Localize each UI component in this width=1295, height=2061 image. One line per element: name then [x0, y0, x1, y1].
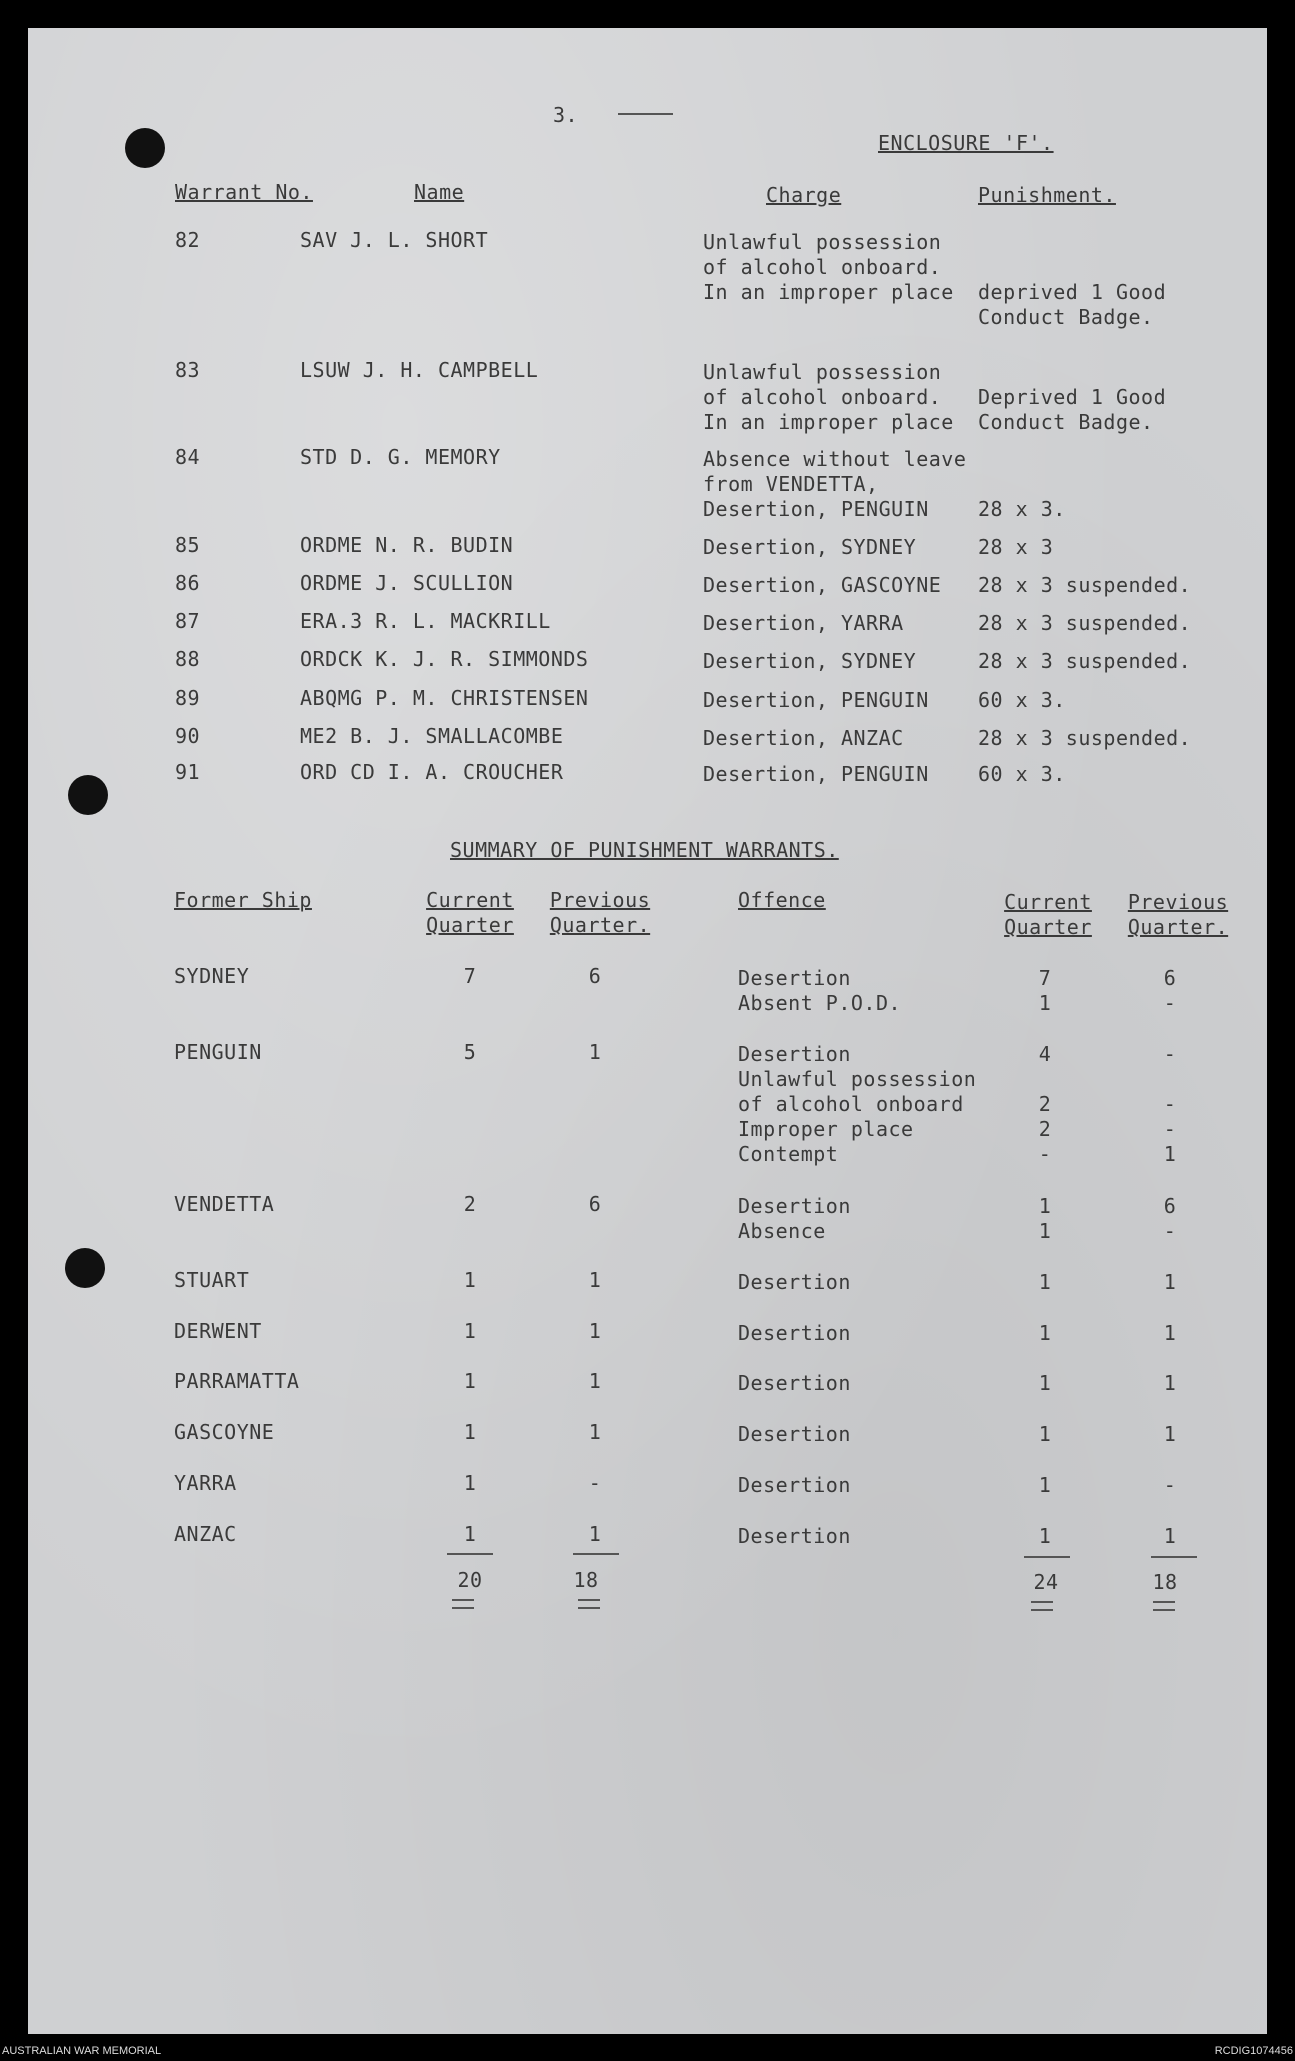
page-number-dash [618, 113, 673, 115]
summary-offence-current: 2 [1038, 1117, 1052, 1141]
summary-ship: VENDETTA [174, 1192, 275, 1216]
total-offence-current: 24 [1033, 1570, 1059, 1594]
total-previous: 18 [573, 1568, 599, 1592]
warrant-punishment: deprived 1 Good [978, 280, 1167, 304]
punch-hole [65, 1248, 105, 1288]
header-name: Name [414, 180, 465, 204]
warrant-charge: of alcohol onboard. [703, 385, 942, 409]
summary-offence: Desertion [738, 1422, 851, 1446]
warrant-name: ORDME J. SCULLION [300, 571, 514, 595]
warrant-number: 85 [175, 533, 201, 557]
total-double-rule [1031, 1601, 1053, 1611]
summary-ship: DERWENT [174, 1319, 262, 1343]
summary-offence-previous: - [1163, 1473, 1177, 1497]
warrant-number: 89 [175, 686, 201, 710]
summary-ship: SYDNEY [174, 964, 250, 988]
summary-current: 2 [463, 1192, 477, 1216]
summary-offence-current: 2 [1038, 1092, 1052, 1116]
summary-current: 5 [463, 1040, 477, 1064]
total-rule [573, 1553, 619, 1555]
total-double-rule [578, 1599, 600, 1609]
summary-offence-previous: 6 [1163, 966, 1177, 990]
summary-offence-current: 1 [1038, 1422, 1052, 1446]
summary-offence-previous: 1 [1163, 1321, 1177, 1345]
total-rule [1024, 1556, 1070, 1558]
summary-previous: 1 [588, 1319, 602, 1343]
warrant-name: ORDME N. R. BUDIN [300, 533, 514, 557]
warrant-punishment: 28 x 3 suspended. [978, 649, 1192, 673]
summary-offence: Desertion [738, 1042, 851, 1066]
summary-offence: Contempt [738, 1142, 839, 1166]
summary-offence: Absent P.O.D. [738, 991, 902, 1015]
summary-offence-previous: - [1163, 1219, 1177, 1243]
warrant-charge: Unlawful possession [703, 230, 942, 254]
warrant-number: 82 [175, 228, 201, 252]
summary-previous: 1 [588, 1040, 602, 1064]
enclosure-heading: ENCLOSURE 'F'. [878, 131, 1054, 155]
warrant-number: 84 [175, 445, 201, 469]
summary-current: 7 [463, 964, 477, 988]
summary-offence: Desertion [738, 1371, 851, 1395]
total-double-rule [1153, 1601, 1175, 1611]
warrant-number: 87 [175, 609, 201, 633]
summary-current: 1 [463, 1471, 477, 1495]
summary-offence-previous: 1 [1163, 1142, 1177, 1166]
footer-left: AUSTRALIAN WAR MEMORIAL [2, 2045, 162, 2057]
summary-header-previous-2: Quarter. [549, 913, 651, 937]
warrant-name: ORD CD I. A. CROUCHER [300, 760, 564, 784]
summary-offence-previous: 1 [1163, 1371, 1177, 1395]
warrant-number: 91 [175, 760, 201, 784]
summary-previous: 1 [588, 1420, 602, 1444]
warrant-charge: Desertion, PENGUIN [703, 762, 929, 786]
summary-offence-previous: - [1163, 1092, 1177, 1116]
summary-offence: Desertion [738, 1321, 851, 1345]
warrant-punishment: 60 x 3. [978, 762, 1066, 786]
summary-offence: Desertion [738, 1194, 851, 1218]
header-punishment: Punishment. [978, 183, 1116, 207]
warrant-punishment: Conduct Badge. [978, 305, 1154, 329]
warrant-charge: Desertion, PENGUIN [703, 688, 929, 712]
summary-ship: STUART [174, 1268, 250, 1292]
total-offence-previous: 18 [1152, 1570, 1178, 1594]
summary-offence-current: 1 [1038, 1473, 1052, 1497]
summary-offence: Desertion [738, 966, 851, 990]
summary-offence-previous: 1 [1163, 1422, 1177, 1446]
summary-previous: 1 [588, 1268, 602, 1292]
warrant-punishment: Deprived 1 Good [978, 385, 1167, 409]
summary-offence-previous: - [1163, 1042, 1177, 1066]
summary-header-ship: Former Ship [174, 888, 312, 912]
summary-offence-current: - [1038, 1142, 1052, 1166]
footer-right: RCDIG1074456 [1214, 2045, 1293, 2057]
summary-header-offence-current-2: Quarter [1004, 915, 1092, 939]
summary-offence-previous: 6 [1163, 1194, 1177, 1218]
summary-previous: 6 [588, 1192, 602, 1216]
summary-offence-current: 1 [1038, 1194, 1052, 1218]
warrant-name: LSUW J. H. CAMPBELL [300, 358, 539, 382]
summary-previous: 1 [588, 1522, 602, 1546]
summary-current: 1 [463, 1319, 477, 1343]
summary-header-current: Current [426, 888, 514, 912]
warrant-name: SAV J. L. SHORT [300, 228, 489, 252]
summary-title: SUMMARY OF PUNISHMENT WARRANTS. [450, 838, 839, 862]
summary-offence-current: 4 [1038, 1042, 1052, 1066]
summary-current: 1 [463, 1369, 477, 1393]
total-rule [447, 1553, 493, 1555]
warrant-punishment: 28 x 3 suspended. [978, 573, 1192, 597]
warrant-name: ORDCK K. J. R. SIMMONDS [300, 647, 589, 671]
page-number: 3. [553, 103, 579, 127]
warrant-charge: Desertion, SYDNEY [703, 649, 917, 673]
warrant-charge: In an improper place [703, 410, 954, 434]
header-warrant-no: Warrant No. [175, 180, 313, 204]
summary-current: 1 [463, 1268, 477, 1292]
summary-offence-current: 1 [1038, 1219, 1052, 1243]
summary-offence-previous: 1 [1163, 1524, 1177, 1548]
summary-offence: Desertion [738, 1270, 851, 1294]
summary-offence-previous: - [1163, 1117, 1177, 1141]
warrant-number: 90 [175, 724, 201, 748]
warrant-punishment: 60 x 3. [978, 688, 1066, 712]
punch-hole [125, 128, 165, 168]
total-rule [1151, 1556, 1197, 1558]
summary-offence: Desertion [738, 1473, 851, 1497]
summary-header-offence-previous-2: Quarter. [1127, 915, 1229, 939]
warrant-number: 83 [175, 358, 201, 382]
summary-header-previous: Previous [549, 888, 651, 912]
summary-offence: of alcohol onboard [738, 1092, 964, 1116]
warrant-charge: Desertion, GASCOYNE [703, 573, 942, 597]
warrant-number: 88 [175, 647, 201, 671]
warrant-name: ME2 B. J. SMALLACOMBE [300, 724, 564, 748]
summary-ship: PARRAMATTA [174, 1369, 300, 1393]
summary-previous: 1 [588, 1369, 602, 1393]
summary-previous: 6 [588, 964, 602, 988]
warrant-name: ABQMG P. M. CHRISTENSEN [300, 686, 589, 710]
warrant-charge: Desertion, ANZAC [703, 726, 904, 750]
summary-current: 1 [463, 1522, 477, 1546]
summary-header-current-2: Quarter [426, 913, 514, 937]
summary-offence-current: 1 [1038, 991, 1052, 1015]
warrant-charge: In an improper place [703, 280, 954, 304]
summary-offence-current: 1 [1038, 1270, 1052, 1294]
summary-offence: Improper place [738, 1117, 914, 1141]
warrant-punishment: 28 x 3 suspended. [978, 611, 1192, 635]
warrant-charge: of alcohol onboard. [703, 255, 942, 279]
summary-offence: Desertion [738, 1524, 851, 1548]
summary-previous: - [588, 1471, 602, 1495]
summary-offence-previous: - [1163, 991, 1177, 1015]
summary-offence-current: 1 [1038, 1321, 1052, 1345]
summary-offence-current: 1 [1038, 1524, 1052, 1548]
summary-ship: PENGUIN [174, 1040, 262, 1064]
summary-header-offence-current: Current [1004, 890, 1092, 914]
summary-offence: Unlawful possession [738, 1067, 977, 1091]
warrant-charge: from VENDETTA, [703, 472, 879, 496]
warrant-punishment: 28 x 3. [978, 497, 1066, 521]
warrant-number: 86 [175, 571, 201, 595]
warrant-punishment: 28 x 3 [978, 535, 1054, 559]
warrant-charge: Unlawful possession [703, 360, 942, 384]
warrant-charge: Desertion, SYDNEY [703, 535, 917, 559]
summary-header-offence: Offence [738, 888, 826, 912]
warrant-charge: Desertion, PENGUIN [703, 497, 929, 521]
summary-offence-current: 7 [1038, 966, 1052, 990]
total-double-rule [452, 1599, 474, 1609]
warrant-punishment: Conduct Badge. [978, 410, 1154, 434]
header-charge: Charge [766, 183, 842, 207]
warrant-charge: Desertion, YARRA [703, 611, 904, 635]
summary-header-offence-previous: Previous [1127, 890, 1229, 914]
punch-hole [68, 775, 108, 815]
warrant-punishment: 28 x 3 suspended. [978, 726, 1192, 750]
total-current: 20 [457, 1568, 483, 1592]
summary-current: 1 [463, 1420, 477, 1444]
warrant-name: ERA.3 R. L. MACKRILL [300, 609, 551, 633]
summary-ship: YARRA [174, 1471, 237, 1495]
summary-offence-current: 1 [1038, 1371, 1052, 1395]
summary-ship: GASCOYNE [174, 1420, 275, 1444]
summary-offence: Absence [738, 1219, 826, 1243]
summary-offence-previous: 1 [1163, 1270, 1177, 1294]
warrant-charge: Absence without leave [703, 447, 967, 471]
summary-ship: ANZAC [174, 1522, 237, 1546]
warrant-name: STD D. G. MEMORY [300, 445, 501, 469]
